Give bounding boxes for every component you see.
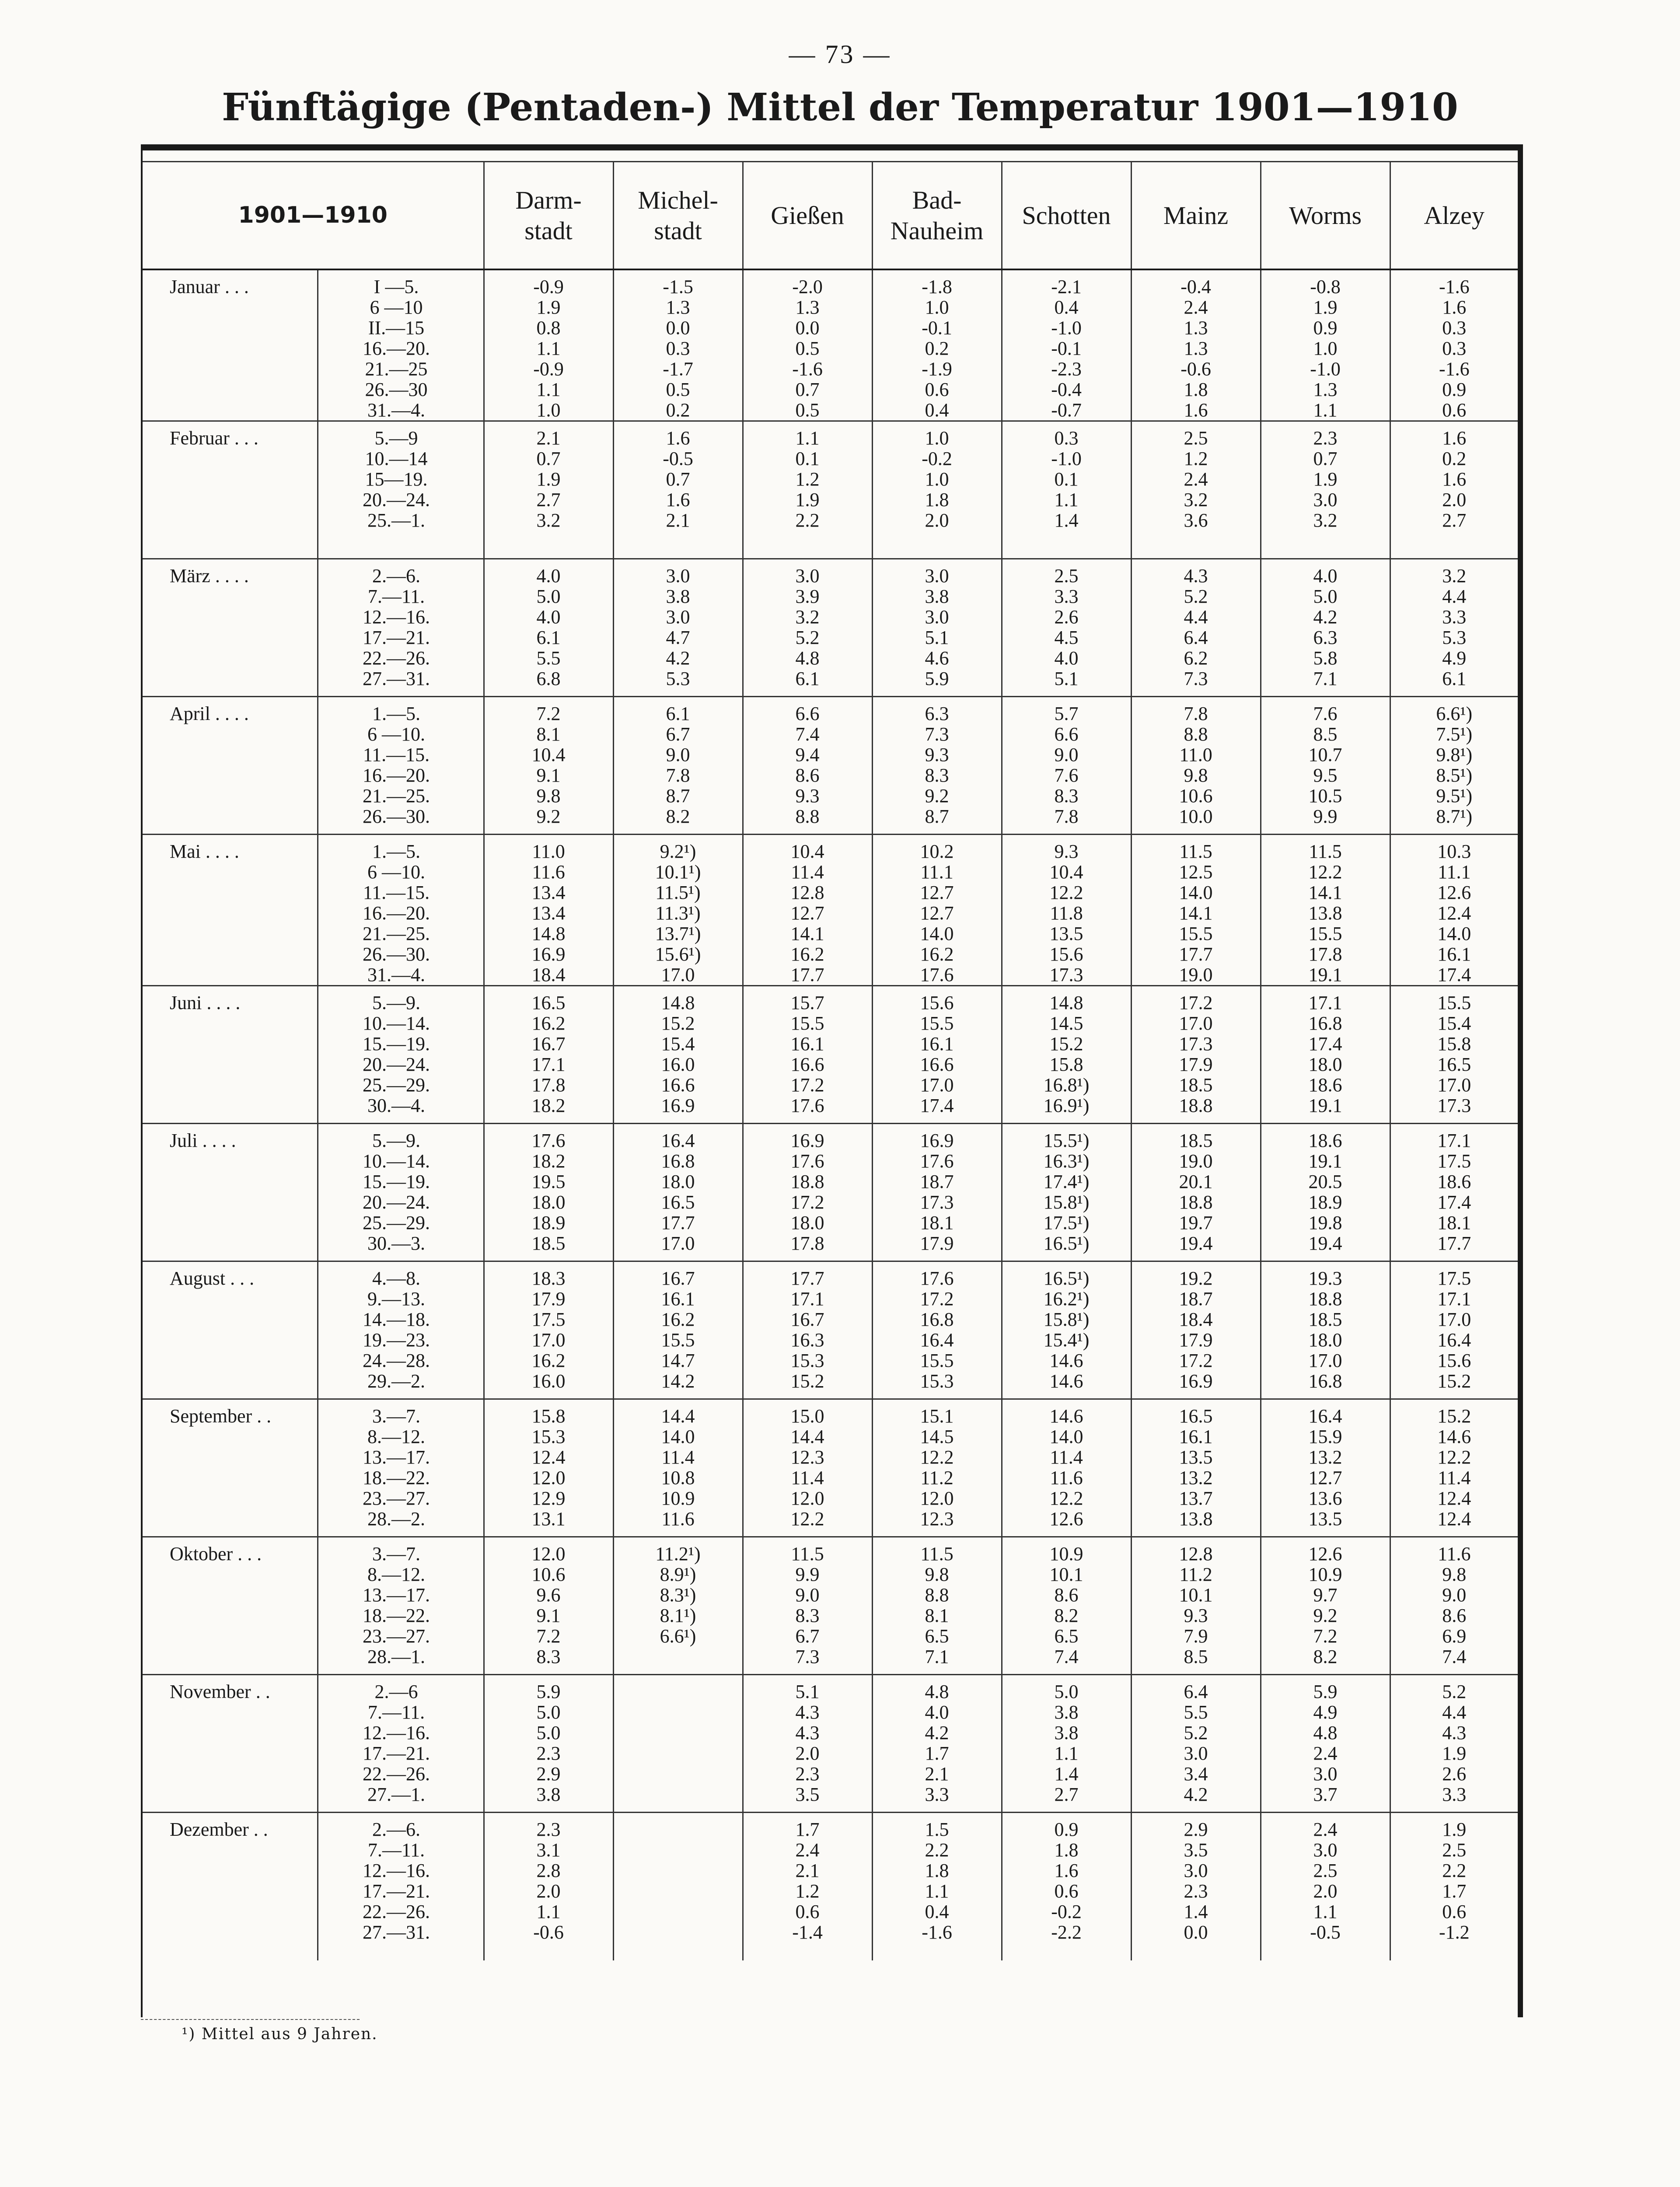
station-header: Bad- Nauheim (872, 162, 1002, 270)
station-values: 5.9 5.0 5.0 2.3 2.9 3.8 (484, 1675, 613, 1813)
station-values: 12.8 11.2 10.1 9.3 7.9 8.5 (1131, 1537, 1261, 1675)
station-values: 15.8 15.3 12.4 12.0 12.9 13.1 (484, 1399, 613, 1537)
pentad-ranges: 2.—6 7.—11. 12.—16. 17.—21. 22.—26. 27.—1. (318, 1675, 484, 1813)
footnote-rule (141, 2019, 360, 2020)
station-values: 5.2 4.4 4.3 1.9 2.6 3.3 (1390, 1675, 1518, 1813)
station-values: 1.1 0.1 1.2 1.9 2.2 (743, 421, 872, 559)
station-values: 16.9 17.6 18.8 17.2 18.0 17.8 (743, 1124, 872, 1261)
pentad-ranges: 4.—8. 9.—13. 14.—18. 19.—23. 24.—28. 29.—2. (318, 1261, 484, 1399)
station-values: 16.5 16.1 13.5 13.2 13.7 13.8 (1131, 1399, 1261, 1537)
station-values: 14.6 14.0 11.4 11.6 12.2 12.6 (1002, 1399, 1131, 1537)
station-values: 1.6 0.2 1.6 2.0 2.7 (1390, 421, 1518, 559)
station-values: 10.3 11.1 12.6 12.4 14.0 16.1 17.4 (1390, 835, 1518, 986)
month-label: Februar . . . (143, 421, 318, 559)
station-values: 3.0 3.9 3.2 5.2 4.8 6.1 (743, 559, 872, 697)
station-values: 2.5 1.2 2.4 3.2 3.6 (1131, 421, 1261, 559)
station-header: Darm- stadt (484, 162, 613, 270)
station-values: 12.6 10.9 9.7 9.2 7.2 8.2 (1261, 1537, 1390, 1675)
station-values: 5.1 4.3 4.3 2.0 2.3 3.5 (743, 1675, 872, 1813)
station-values: 2.4 3.0 2.5 2.0 1.1 -0.5 (1261, 1813, 1390, 1960)
station-values: 10.4 11.4 12.8 12.7 14.1 16.2 17.7 (743, 835, 872, 986)
station-values: 9.3 10.4 12.2 11.8 13.5 15.6 17.3 (1002, 835, 1131, 986)
station-header: Schotten (1002, 162, 1131, 270)
station-values: 6.1 6.7 9.0 7.8 8.7 8.2 (613, 697, 743, 835)
pentad-ranges: 1.—5. 6 —10. 11.—15. 16.—20. 21.—25. 26.—30. (318, 697, 484, 835)
station-values: 18.5 19.0 20.1 18.8 19.7 19.4 (1131, 1124, 1261, 1261)
station-values: 1.9 2.5 2.2 1.7 0.6 -1.2 (1439, 1819, 1470, 1943)
station-values: 6.4 5.5 5.2 3.0 3.4 4.2 (1131, 1675, 1261, 1813)
station-values: -0.8 1.9 0.9 1.0 -1.0 1.3 1.1 (1261, 269, 1390, 421)
table-row (143, 1675, 1518, 1813)
table-row (143, 559, 1518, 697)
station-values: 15.1 14.5 12.2 11.2 12.0 12.3 (872, 1399, 1002, 1537)
footnote: ¹) Mittel aus 9 Jahren. (182, 2025, 378, 2043)
table-row (143, 1399, 1518, 1537)
month-label: Juni . . . . (143, 986, 318, 1124)
station-values: 4.0 5.0 4.0 6.1 5.5 6.8 (484, 559, 613, 697)
month-label: Mai . . . . (143, 835, 318, 986)
station-values: -0.4 2.4 1.3 1.3 -0.6 1.8 1.6 (1131, 269, 1261, 421)
month-label: Oktober . . . (143, 1537, 318, 1675)
station-values: 14.8 14.5 15.2 15.8 16.8¹) 16.9¹) (1002, 986, 1131, 1124)
station-values (613, 1675, 743, 1813)
month-label: November . . (143, 1675, 318, 1813)
station-values: 4.0 5.0 4.2 6.3 5.8 7.1 (1261, 559, 1390, 697)
station-values: -0.9 1.9 0.8 1.1 -0.9 1.1 1.0 (484, 269, 613, 421)
month-label: August . . . (143, 1261, 318, 1399)
station-values: -1.6 1.6 0.3 0.3 -1.6 0.9 0.6 (1390, 269, 1518, 421)
station-values: 17.5 17.1 17.0 16.4 15.6 15.2 (1390, 1261, 1518, 1399)
month-label: April . . . . (143, 697, 318, 835)
pentad-ranges: 5.—9. 10.—14. 15.—19. 20.—24. 25.—29. 30.—3. (318, 1124, 484, 1261)
station-values: 16.5¹) 16.2¹) 15.8¹) 15.4¹) 14.6 14.6 (1002, 1261, 1131, 1399)
pentad-ranges: 5.—9. 10.—14. 15.—19. 20.—24. 25.—29. 30.—4. (318, 986, 484, 1124)
station-values: 11.5 12.5 14.0 14.1 15.5 17.7 19.0 (1131, 835, 1261, 986)
station-values: 11.5 9.9 9.0 8.3 6.7 7.3 (743, 1537, 872, 1675)
station-values: 16.5 16.2 16.7 17.1 17.8 18.2 (484, 986, 613, 1124)
station-values: 3.0 3.8 3.0 4.7 4.2 5.3 (613, 559, 743, 697)
station-values: 1.6 -0.5 0.7 1.6 2.1 (613, 421, 743, 559)
station-values: -2.1 0.4 -1.0 -0.1 -2.3 -0.4 -0.7 (1002, 269, 1131, 421)
station-header: Gießen (743, 162, 872, 270)
station-values: 15.0 14.4 12.3 11.4 12.0 12.2 (743, 1399, 872, 1537)
station-values: 11.6 9.8 9.0 8.6 6.9 7.4 (1390, 1537, 1518, 1675)
station-values: 14.4 14.0 11.4 10.8 10.9 11.6 (613, 1399, 743, 1537)
station-values: 6.6 7.4 9.4 8.6 9.3 8.8 (743, 697, 872, 835)
corner-header: 1901—1910 (143, 162, 484, 270)
station-values: 5.9 4.9 4.8 2.4 3.0 3.7 (1261, 1675, 1390, 1813)
station-values: 2.1 0.7 1.9 2.7 3.2 (484, 421, 613, 559)
station-values: 6.3 7.3 9.3 8.3 9.2 8.7 (872, 697, 1002, 835)
station-values: -1.8 1.0 -0.1 0.2 -1.9 0.6 0.4 (872, 269, 1002, 421)
table-row (143, 421, 1518, 559)
station-values: 10.9 10.1 8.6 8.2 6.5 7.4 (1002, 1537, 1131, 1675)
pentad-ranges: 3.—7. 8.—12. 13.—17. 18.—22. 23.—27. 28.—1. (318, 1537, 484, 1675)
station-values: 17.1 16.8 17.4 18.0 18.6 19.1 (1261, 986, 1390, 1124)
station-values: -2.0 1.3 0.0 0.5 -1.6 0.7 0.5 (743, 269, 872, 421)
station-values: 17.7 17.1 16.7 16.3 15.3 15.2 (743, 1261, 872, 1399)
pentad-ranges: 2.—6. 7.—11. 12.—16. 17.—21. 22.—26. 27.—31. (318, 559, 484, 697)
month-label: März . . . . (143, 559, 318, 697)
station-values: 4.8 4.0 4.2 1.7 2.1 3.3 (872, 1675, 1002, 1813)
table-row (143, 835, 1518, 986)
station-values: 11.0 11.6 13.4 13.4 14.8 16.9 18.4 (484, 835, 613, 986)
station-values: 2.9 3.5 3.0 2.3 1.4 0.0 (1131, 1813, 1261, 1960)
station-values: 15.2 14.6 12.2 11.4 12.4 12.4 (1390, 1399, 1518, 1537)
station-values: 2.3 0.7 1.9 3.0 3.2 (1261, 421, 1390, 559)
station-header: Worms (1261, 162, 1390, 270)
month-label: Dezember . . (143, 1813, 318, 1960)
station-values: 14.8 15.2 15.4 16.0 16.6 16.9 (613, 986, 743, 1124)
station-values: 18.6 19.1 20.5 18.9 19.8 19.4 (1261, 1124, 1390, 1261)
table-row (143, 986, 1518, 1124)
station-values: 9.2¹) 10.1¹) 11.5¹) 11.3¹) 13.7¹) 15.6¹) 17.0 (613, 835, 743, 986)
station-values: 16.7 16.1 16.2 15.5 14.7 14.2 (613, 1261, 743, 1399)
station-values: 17.6 18.2 19.5 18.0 18.9 18.5 (484, 1124, 613, 1261)
station-values: 15.5¹) 16.3¹) 17.4¹) 15.8¹) 17.5¹) 16.5¹) (1002, 1124, 1131, 1261)
station-values: 3.0 3.8 3.0 5.1 4.6 5.9 (872, 559, 1002, 697)
station-header: Michel- stadt (613, 162, 743, 270)
station-values: 17.1 17.5 18.6 17.4 18.1 17.7 (1390, 1124, 1518, 1261)
month-label: Januar . . . (143, 269, 318, 421)
pentad-ranges: 5.—9 10.—14 15—19. 20.—24. 25.—1. (318, 421, 484, 559)
station-values: 1.0 -0.2 1.0 1.8 2.0 (872, 421, 1002, 559)
station-values: 15.6 15.5 16.1 16.6 17.0 17.4 (872, 986, 1002, 1124)
pentad-ranges: 1.—5. 6 —10. 11.—15. 16.—20. 21.—25. 26.—30. 31.—4. (318, 835, 484, 986)
month-label: September . . (143, 1399, 318, 1537)
station-values: -1.5 1.3 0.0 0.3 -1.7 0.5 0.2 (613, 269, 743, 421)
pentad-ranges: 2.—6. 7.—11. 12.—16. 17.—21. 22.—26. 27.—31. (318, 1813, 484, 1960)
page-title: Fünftägige (Pentaden-) Mittel der Temperatur 1901—1910 (222, 85, 1458, 129)
station-values: 15.7 15.5 16.1 16.6 17.2 17.6 (743, 986, 872, 1124)
table-row (143, 697, 1518, 835)
station-values: 5.0 3.8 3.8 1.1 1.4 2.7 (1002, 1675, 1131, 1813)
station-values: 11.5 12.2 14.1 13.8 15.5 17.8 19.1 (1261, 835, 1390, 986)
page-number: — 73 — (789, 40, 891, 69)
header-row (143, 162, 1518, 270)
station-values: 7.8 8.8 11.0 9.8 10.6 10.0 (1131, 697, 1261, 835)
table-row (143, 1537, 1518, 1675)
station-values: 11.2¹) 8.9¹) 8.3¹) 8.1¹) 6.6¹) (613, 1537, 743, 1675)
station-values: 17.2 17.0 17.3 17.9 18.5 18.8 (1131, 986, 1261, 1124)
table-row (143, 1124, 1518, 1261)
station-values: 19.2 18.7 18.4 17.9 17.2 16.9 (1131, 1261, 1261, 1399)
station-values: 17.6 17.2 16.8 16.4 15.5 15.3 (872, 1261, 1002, 1399)
station-values: 16.4 15.9 13.2 12.7 13.6 13.5 (1261, 1399, 1390, 1537)
table-row (143, 269, 1518, 421)
station-values: 11.5 9.8 8.8 8.1 6.5 7.1 (872, 1537, 1002, 1675)
station-header: Mainz (1131, 162, 1261, 270)
station-values: 19.3 18.8 18.5 18.0 17.0 16.8 (1261, 1261, 1390, 1399)
station-values: 16.4 16.8 18.0 16.5 17.7 17.0 (613, 1124, 743, 1261)
station-values: 7.6 8.5 10.7 9.5 10.5 9.9 (1261, 697, 1390, 835)
station-values: 1.5 2.2 1.8 1.1 0.4 -1.6 (872, 1813, 1002, 1960)
station-values: 18.3 17.9 17.5 17.0 16.2 16.0 (484, 1261, 613, 1399)
station-header: Alzey (1390, 162, 1518, 270)
temperature-table-frame (141, 144, 1523, 2017)
table-body (143, 269, 1518, 1960)
station-values: 5.7 6.6 9.0 7.6 8.3 7.8 (1002, 697, 1131, 835)
station-values: 10.2 11.1 12.7 12.7 14.0 16.2 17.6 (872, 835, 1002, 986)
station-values: 7.2 8.1 10.4 9.1 9.8 9.2 (484, 697, 613, 835)
station-values: 12.0 10.6 9.6 9.1 7.2 8.3 (484, 1537, 613, 1675)
station-values: 0.3 -1.0 0.1 1.1 1.4 (1002, 421, 1131, 559)
temperature-table (143, 161, 1518, 1960)
table-row (143, 1261, 1518, 1399)
pentad-ranges: I —5. 6 —10 II.—15 16.—20. 21.—25 26.—30 31.—4. (318, 269, 484, 421)
station-values: 16.9 17.6 18.7 17.3 18.1 17.9 (872, 1124, 1002, 1261)
station-values: 0.9 1.8 1.6 0.6 -0.2 -2.2 (1002, 1813, 1131, 1960)
station-values: 2.3 3.1 2.8 2.0 1.1 -0.6 (484, 1813, 613, 1960)
pentad-ranges: 3.—7. 8.—12. 13.—17. 18.—22. 23.—27. 28.—2. (318, 1399, 484, 1537)
station-values: 3.2 4.4 3.3 5.3 4.9 6.1 (1390, 559, 1518, 697)
station-values: 15.5 15.4 15.8 16.5 17.0 17.3 (1390, 986, 1518, 1124)
station-values: 2.5 3.3 2.6 4.5 4.0 5.1 (1002, 559, 1131, 697)
station-values: 6.6¹) 7.5¹) 9.8¹) 8.5¹) 9.5¹) 8.7¹) (1390, 697, 1518, 835)
station-values: 1.7 2.4 2.1 1.2 0.6 -1.4 (743, 1813, 872, 1960)
station-values (613, 1813, 743, 1960)
month-label: Juli . . . . (143, 1124, 318, 1261)
station-values: 4.3 5.2 4.4 6.4 6.2 7.3 (1131, 559, 1261, 697)
table-row (143, 1813, 1518, 1960)
